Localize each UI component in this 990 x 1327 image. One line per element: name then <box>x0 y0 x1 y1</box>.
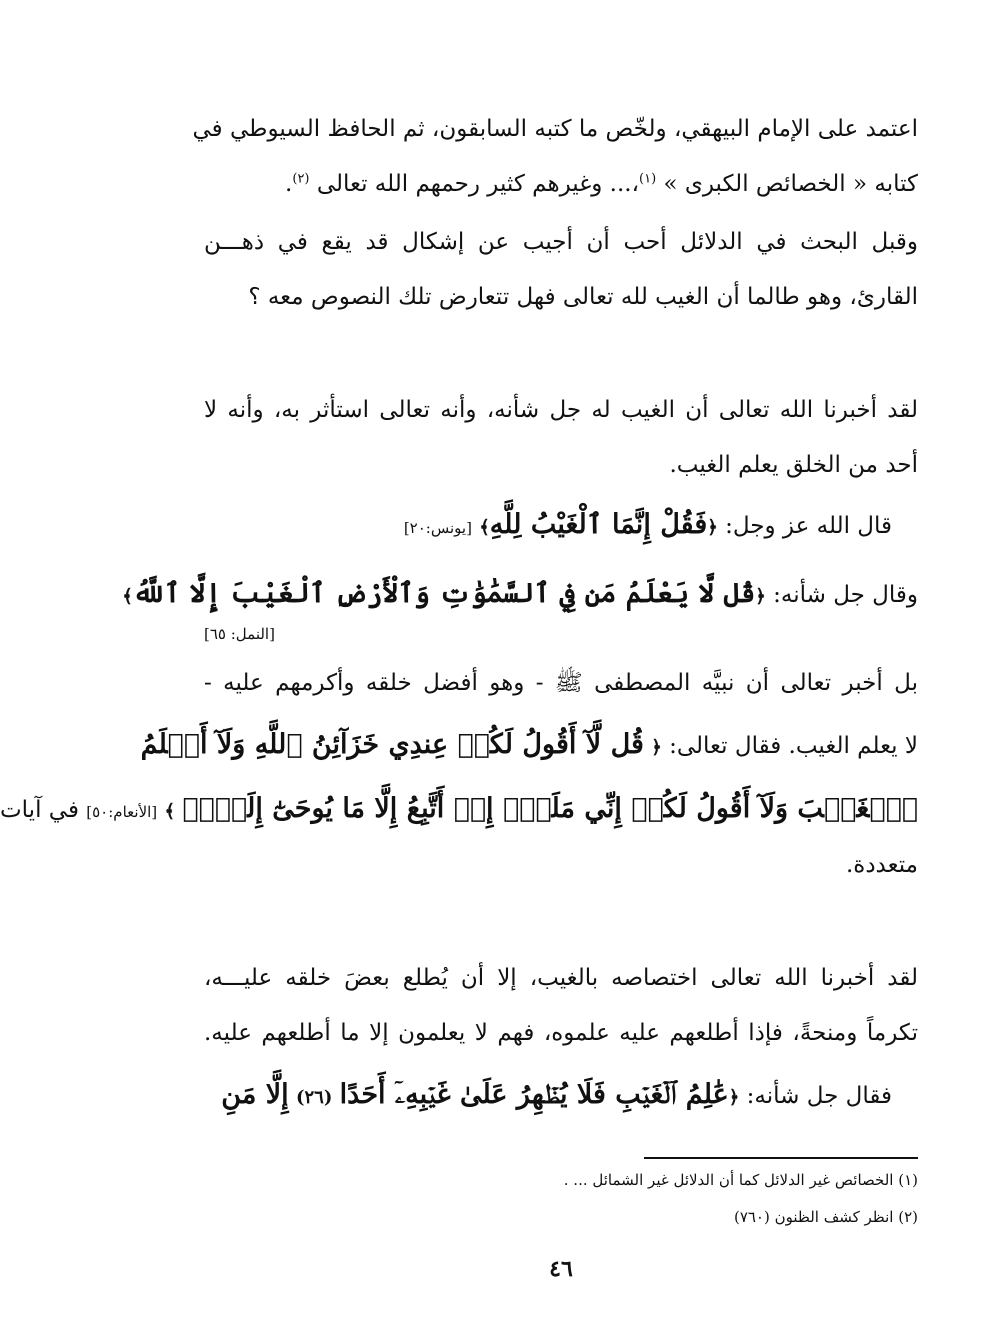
paragraph-4-tail: في آيات <box>0 797 79 823</box>
verse-4-tail: إِلَّا مَنِ <box>221 1079 289 1110</box>
verse-open-bracket: ﴿ <box>651 737 662 758</box>
paragraph-5-line-1: لقد أخبرنا الله تعالى اختصاصه بالغيب، إلا أن يُطلع بعضَ خلقه عليـــه، <box>204 965 918 991</box>
paragraph-1-period: . <box>285 171 293 197</box>
paragraph-4-line-3 <box>0 786 918 832</box>
verse-3-text-part-1: قُل لَّآ أَقُولُ لَكُمۡ عِندِي خَزَآئِنُ ٱللَّهِ وَلَآ أَعۡلَمُ <box>140 729 644 760</box>
paragraph-1-text: ،... وغيرهم كثير رحمهم الله تعالى <box>316 171 640 197</box>
paragraph-2-line-2: القارئ، وهو طالما أن الغيب لله تعالى فهل تتعارض تلك النصوص معه ؟ <box>248 284 918 310</box>
paragraph-1-line-1: اعتمد على الإمام البيهقي، ولخّص ما كتبه السابقون، ثم الحافظ السيوطي في <box>192 116 918 142</box>
verse-4 <box>204 1072 918 1118</box>
verse-close-bracket: ﴾ <box>479 517 490 538</box>
verse-3-text-part-2: ٱلۡغَيۡبَ وَلَآ أَقُولُ لَكُمۡ إِنِّي مَلَكٌۖ إِنۡ أَتَّبِعُ إِلَّا مَا يُوحَىٰٓ إِلَيَّۚ <box>182 793 918 824</box>
verse-open-bracket: ﴿ <box>755 586 766 607</box>
paragraph-1-line-2 <box>204 164 918 204</box>
ayah-number-marker: (٢٦) <box>295 1087 333 1108</box>
footnote-2: (٢) انظر كشف الظنون (٧٦٠) <box>733 1208 918 1226</box>
verse-open-bracket: ﴿ <box>707 517 718 538</box>
verse-4-text: عَٰلِمُ ٱلۡغَيۡبِ فَلَا يُظۡهِرُ عَلَىٰ غَيۡبِهِۦٓ أَحَدًا <box>339 1079 729 1110</box>
paragraph-4-intro: لا يعلم الغيب. فقال تعالى: <box>669 733 918 759</box>
verse-3-reference: [الأنعام:٥٠] <box>86 803 158 821</box>
footnote-1: (١) الخصائص غير الدلائل كما أن الدلائل غير الشمائل ... . <box>563 1171 918 1189</box>
verse-1-reference: [يونس:٢٠] <box>403 519 472 537</box>
page-number: ٤٦ <box>549 1256 573 1282</box>
verse-close-bracket: ﴾ <box>164 801 176 822</box>
verse-4-intro: فقال جل شأنه: <box>746 1083 892 1109</box>
paragraph-2-line-1: وقبل البحث في الدلائل أحب أن أجيب عن إشكال قد يقع في ذهـــن <box>204 229 918 255</box>
paragraph-5-line-2: تكرماً ومنحةً، فإذا أطلعهم عليه علموه، فهم لا يعلمون إلا ما أطلعهم عليه. <box>204 1020 918 1046</box>
paragraph-1-book-title: كتابه « الخصائص الكبرى » <box>663 171 918 197</box>
paragraph-4-line-1: بل أخبر تعالى أن نبيَّه المصطفى ﷺ - وهو أفضل خلقه وأكرمهم عليه - <box>204 670 918 696</box>
verse-2-text: قُل لَّا يَعْلَمُ مَن فِي ٱلسَّمَٰوَٰتِ وَٱلْأَرْضِ ٱلْغَيْبَ إِلَّا ٱللَّهُ <box>132 578 756 609</box>
verse-2-intro: وقال جل شأنه: <box>773 582 918 608</box>
verse-2 <box>122 572 918 616</box>
paragraph-3-line-2: أحد من الخلق يعلم الغيب. <box>669 452 918 478</box>
verse-1 <box>204 505 918 545</box>
verse-1-intro: قال الله عز وجل: <box>725 513 892 539</box>
paragraph-3-line-1: لقد أخبرنا الله تعالى أن الغيب له جل شأنه، وأنه تعالى استأثر به، وأنه لا <box>204 397 918 423</box>
verse-open-bracket: ﴿ <box>728 1087 740 1108</box>
verse-1-text: فَقُلْ إِنَّمَا ٱلْغَيْبُ لِلَّهِ <box>489 509 708 540</box>
footnote-separator <box>644 1157 918 1159</box>
paragraph-4-line-2 <box>140 722 918 768</box>
footnote-ref-1: (١) <box>639 171 657 187</box>
verse-2-reference: [النمل: ٦٥] <box>204 625 275 643</box>
footnote-ref-2: (٢) <box>292 171 310 187</box>
verse-2-reference-line <box>204 618 918 646</box>
verse-close-bracket: ﴾ <box>122 586 133 607</box>
paragraph-4-line-4: متعددة. <box>845 852 918 878</box>
